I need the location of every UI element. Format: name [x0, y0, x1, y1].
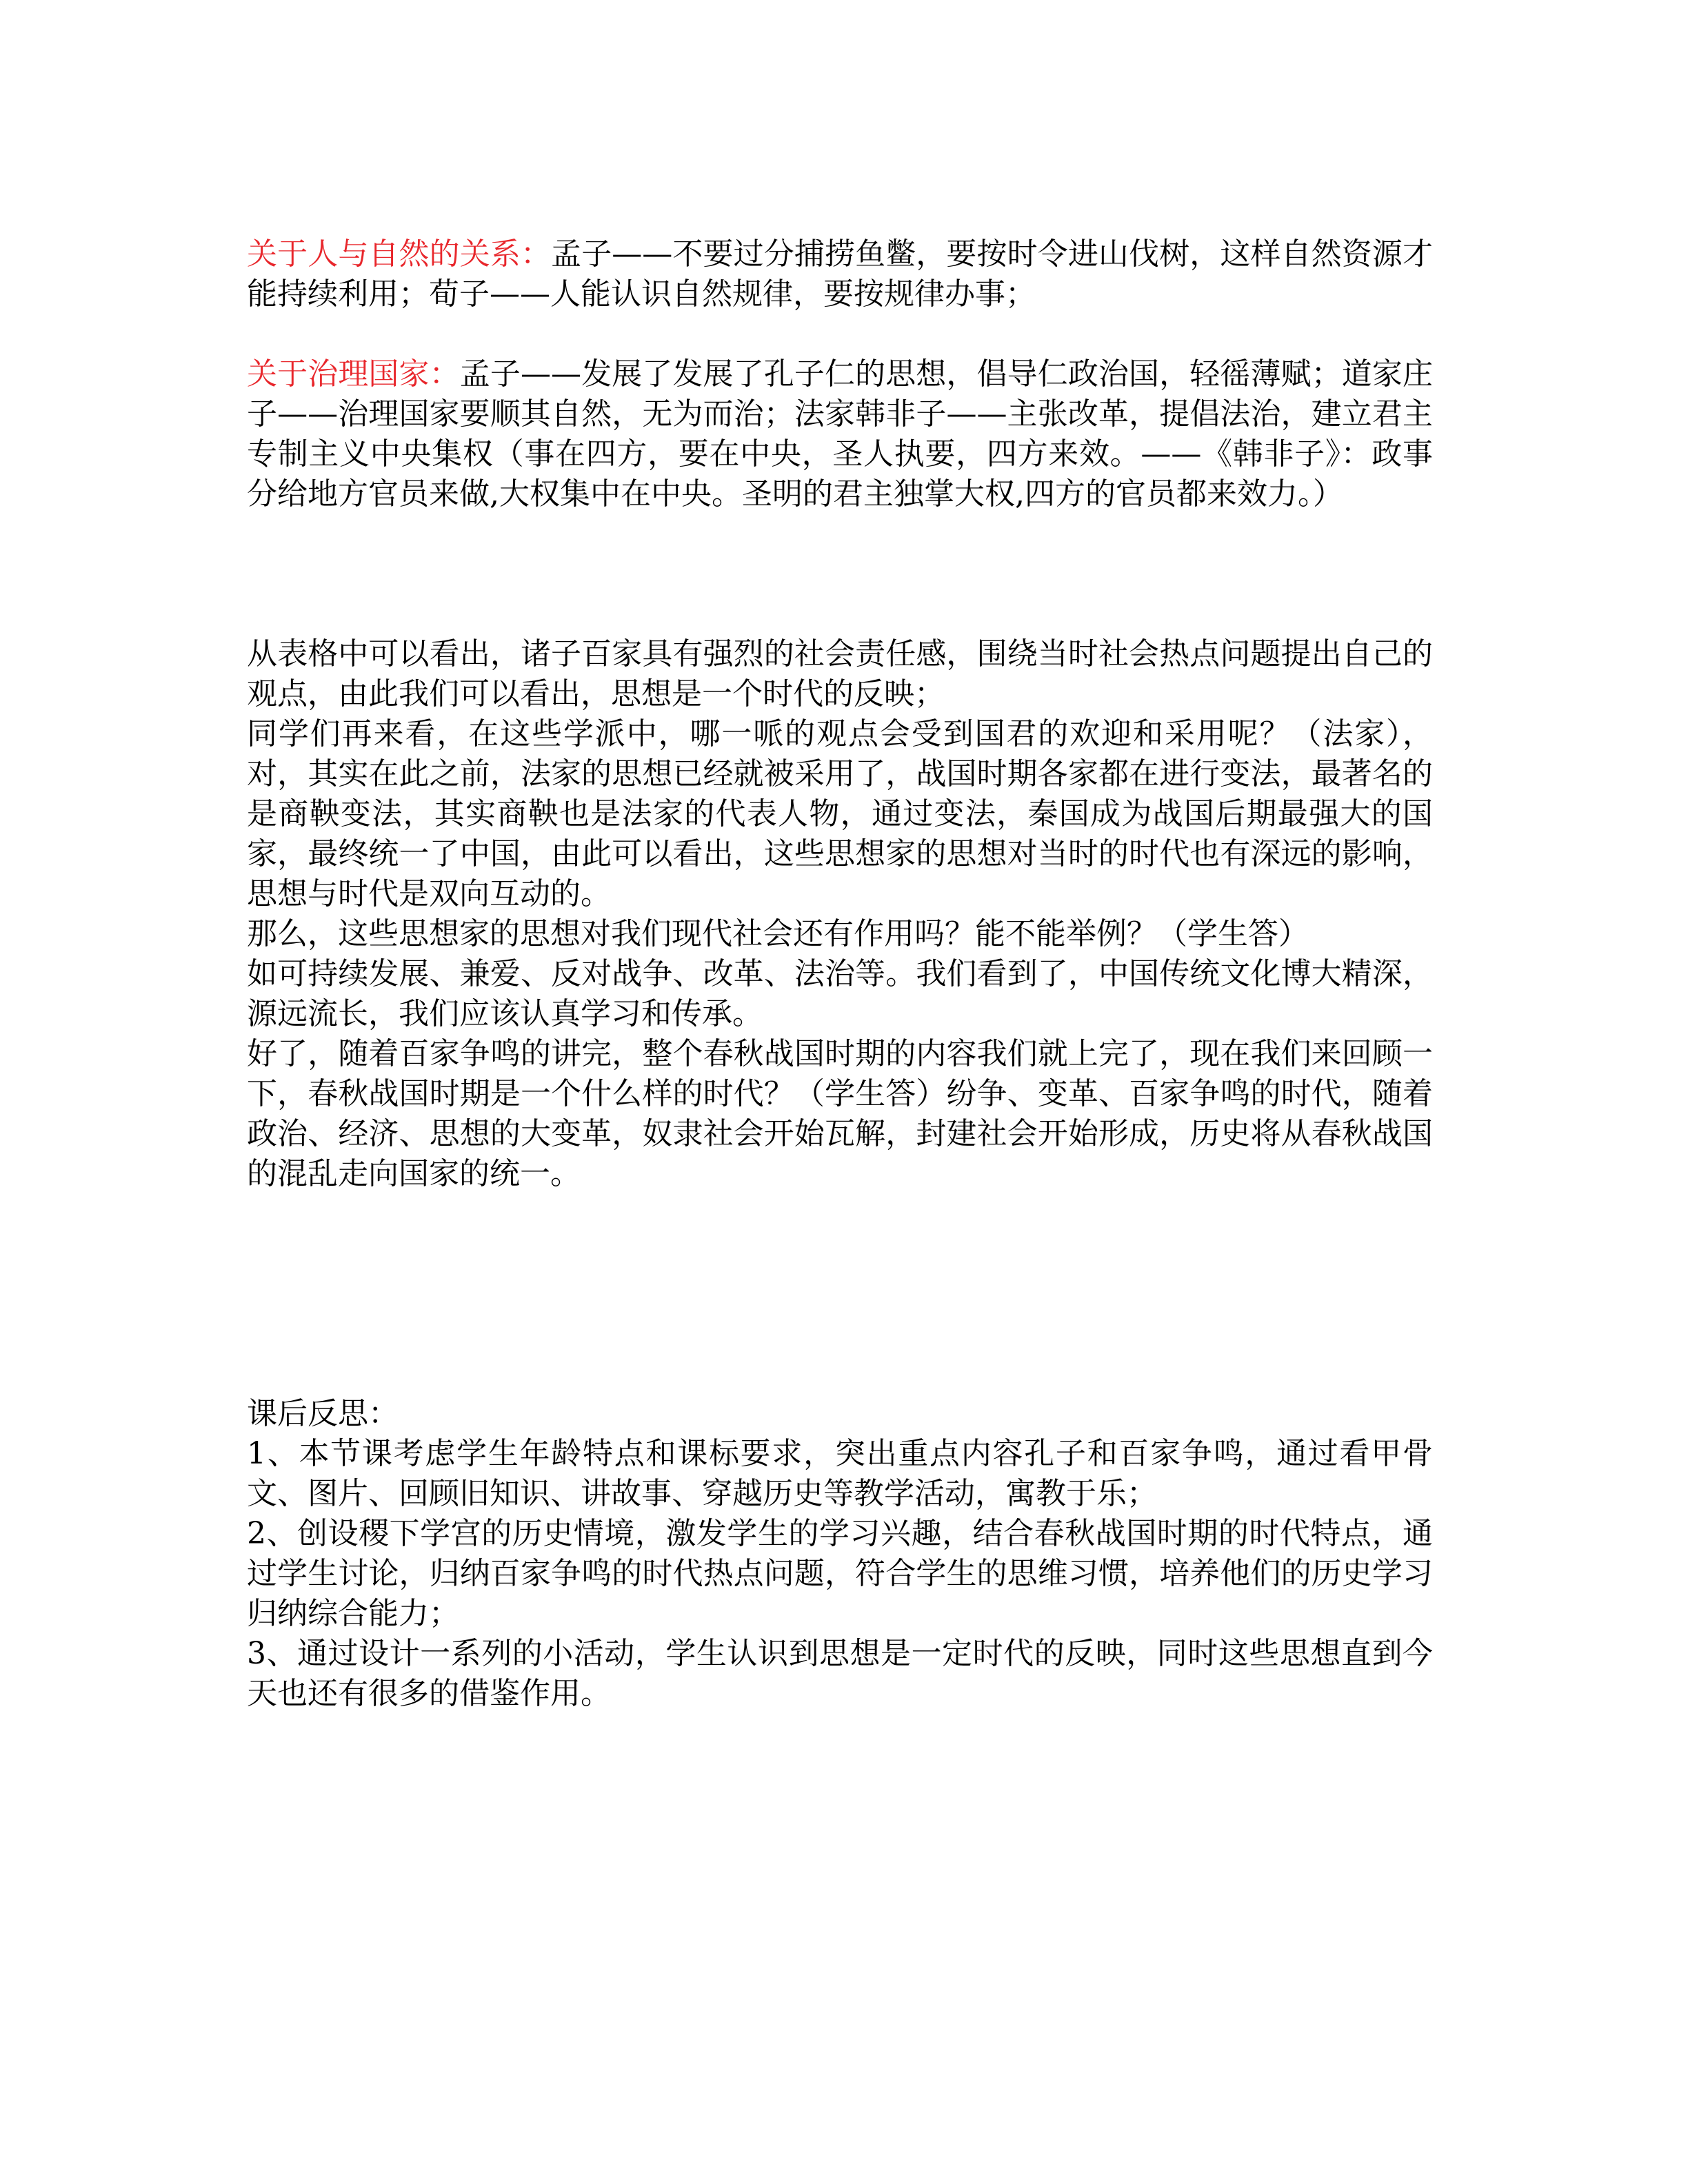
paragraph-discussion-5: 好了，随着百家争鸣的讲完，整个春秋战国时期的内容我们就上完了，现在我们来回顾一下，春秋战国时期是一个什么样的时代？（学生答）纷争、变革、百家争鸣的时代，随着政治、经济、思想的大变革，奴隶社会开始瓦解，封建社会开始形成，历史将从春秋战国的混乱走向国家的统一。	[247, 1036, 1433, 1191]
paragraph-govern	[247, 354, 1433, 514]
text-govern: 孟子——发展了发展了孔子仁的思想，倡导仁政治国，轻徭薄赋；道家庄子——治理国家要顺其自然，无为而治；法家韩非子——主张改革，提倡法治，建立君主专制主义中央集权（事在四方，要在中央，圣人执要，四方来效。——《韩非子》：政事分给地方官员来做,大权集中在中央。圣明的君主独掌大权,四方的官员都来效力。）	[247, 356, 1434, 512]
reflection-item-3: 3、通过设计一系列的小活动，学生认识到思想是一定时代的反映，同时这些思想直到今天也还有很多的借鉴作用。	[247, 1636, 1433, 1711]
reflection-title: 课后反思：	[247, 1396, 399, 1431]
reflection-item-2: 2、创设稷下学宫的历史情境，激发学生的学习兴趣，结合春秋战国时期的时代特点，通过学生讨论，归纳百家争鸣的时代热点问题，符合学生的思维习惯，培养他们的历史学习归纳综合能力；	[247, 1516, 1433, 1631]
spacer	[247, 314, 1433, 354]
heading-govern: 关于治理国家：	[247, 356, 460, 392]
spacer	[247, 514, 1433, 634]
text-nature: 孟子——不要过分捕捞鱼鳖，要按时令进山伐树，这样自然资源才能持续利用；荀子——人能认识自然规律，要按规律办事；	[247, 236, 1434, 312]
paragraph-discussion-1: 从表格中可以看出，诸子百家具有强烈的社会责任感，围绕当时社会热点问题提出自己的观点，由此我们可以看出，思想是一个时代的反映；	[247, 636, 1433, 711]
paragraph-discussion-3: 那么，这些思想家的思想对我们现代社会还有作用吗？能不能举例？（学生答）	[247, 916, 1309, 951]
paragraph-discussion-2: 同学们再来看，在这些学派中，哪一哌的观点会受到国君的欢迎和采用呢？（法家），对，其实在此之前，法家的思想已经就被采用了，战国时期各家都在进行变法，最著名的是商鞅变法，其实商鞅也是法家的代表人物，通过变法，秦国成为战国后期最强大的国家，最终统一了中国，由此可以看出，这些思想家的思想对当时的时代也有深远的影响，思想与时代是双向互动的。	[247, 716, 1433, 911]
spacer	[247, 1194, 1433, 1394]
heading-nature: 关于人与自然的关系：	[247, 236, 552, 272]
reflection-item-1: 1、本节课考虑学生年龄特点和课标要求，突出重点内容孔子和百家争鸣，通过看甲骨文、图片、回顾旧知识、讲故事、穿越历史等教学活动，寓教于乐；	[247, 1436, 1433, 1511]
document-page	[247, 234, 1433, 1714]
paragraph-nature	[247, 234, 1433, 314]
paragraph-discussion-4: 如可持续发展、兼爱、反对战争、改革、法治等。我们看到了，中国传统文化博大精深，源远流长，我们应该认真学习和传承。	[247, 956, 1433, 1031]
